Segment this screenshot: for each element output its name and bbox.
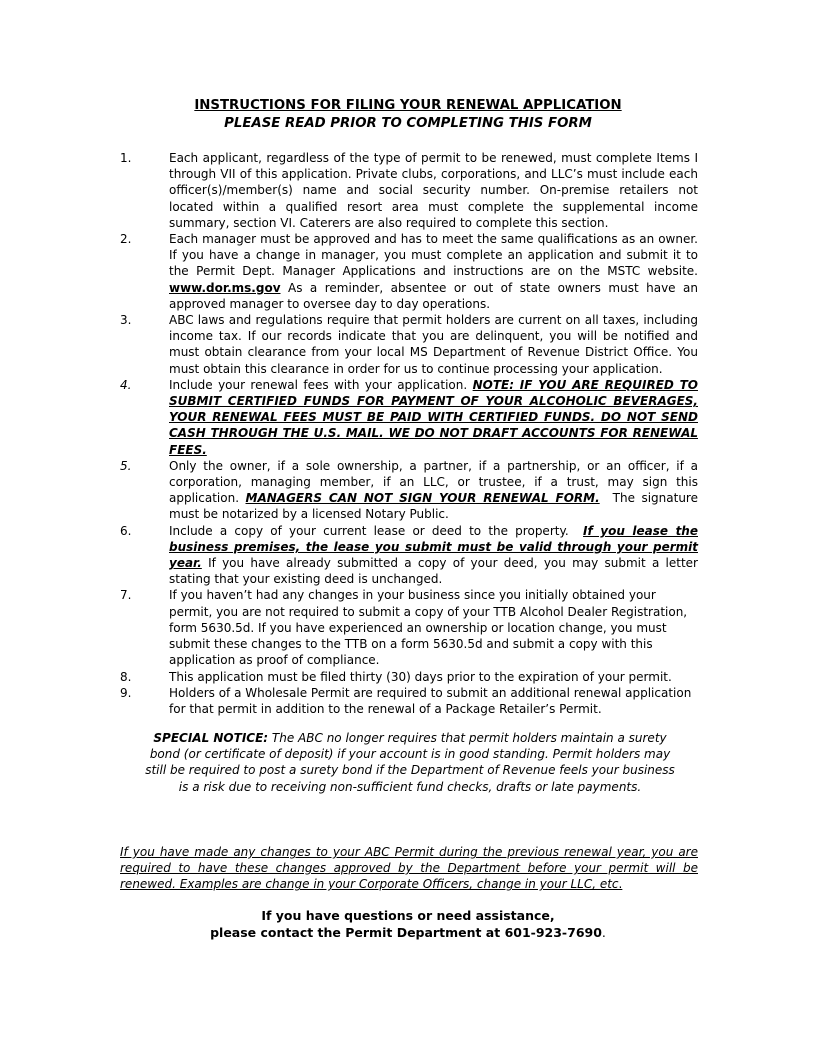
page-title-text: INSTRUCTIONS FOR FILING YOUR RENEWAL APPLICATION xyxy=(194,98,622,113)
special-notice xyxy=(140,730,680,795)
special-notice-text: The ABC no longer requires that permit holders maintain a surety bond (or certificate of deposit) if your account is in good standing. Permit holders may still be required to post a surety bond if the Department of Revenue feels your business is a risk due to receiving non-sufficient fund checks, drafts or late payments. xyxy=(145,731,675,794)
changes-period: . xyxy=(618,877,623,892)
item-text-part: Only the owner, if a sole ownership, a partner, if a partnership, or an officer, if a corporation, managing member, if an LLC, or trustee, if a trust, may sign this application. xyxy=(169,458,698,506)
list-item xyxy=(120,458,698,523)
managers-warning: MANAGERS CAN NOT SIGN YOUR RENEWAL FORM. xyxy=(245,491,600,506)
list-item xyxy=(120,685,698,717)
list-item xyxy=(120,231,698,312)
item-text: Holders of a Wholesale Permit are required to submit an additional renewal application for that permit in addition to the renewal of a Package Retailer’s Permit. xyxy=(169,685,692,716)
item-text-part: The signature must be notarized by a licensed Notary Public. xyxy=(169,491,698,522)
item-number: 5. xyxy=(120,458,132,473)
website-link[interactable]: www.dor.ms.gov xyxy=(169,280,281,295)
item-text-part: Each manager must be approved and has to meet the same qualifications as an owner. If you have a change in manager, you must complete an application and submit it to the Permit Dept. Manager Applications and instructions are on the MSTC website. xyxy=(169,232,698,279)
changes-notice-text: If you have made any changes to your ABC Permit during the previous renewal year, you are required to have these changes approved by the Department before your permit will be renewed. Examples are change in your Corporate Officers, change in your LLC, etc xyxy=(120,845,698,892)
contact-line-2 xyxy=(0,924,816,941)
item-number: 7. xyxy=(120,588,132,603)
item-number: 3. xyxy=(120,313,132,328)
item-text xyxy=(169,523,698,588)
item-number: 8. xyxy=(120,669,132,684)
changes-notice xyxy=(120,844,698,893)
page-subtitle: PLEASE READ PRIOR TO COMPLETING THIS FORM xyxy=(224,116,592,131)
contact-line-1: If you have questions or need assistance, xyxy=(261,908,555,923)
item-text-part: If you have already submitted a copy of your deed, you may submit a letter stating that your existing deed is unchanged. xyxy=(169,556,698,587)
item-text xyxy=(169,377,698,458)
list-item xyxy=(120,312,698,377)
list-item xyxy=(120,587,698,668)
item-text-part: Include a copy of your current lease or deed to the property. xyxy=(169,523,569,538)
contact-period: . xyxy=(601,925,606,940)
item-text-part: As a reminder, absentee or out of state owners must have an approved manager to oversee day to day operations. xyxy=(169,280,698,311)
item-text-part: Include your renewal fees with your application. xyxy=(169,377,468,392)
instruction-list xyxy=(120,150,698,717)
list-item xyxy=(120,150,698,231)
item-text: Each applicant, regardless of the type of permit to be renewed, must complete Items I through VII of this application. Private clubs, corporations, and LLC’s must include each officer(s)/member(s) name and social security number. On-premise retailers not located within a qualified resort area must complete the supplemental income summary, section VI. Caterers are also required to complete this section. xyxy=(169,151,698,230)
contact-phone-text: please contact the Permit Department at 601-923-7690 xyxy=(210,925,602,940)
item-number: 4. xyxy=(120,377,132,392)
list-item xyxy=(120,523,698,588)
item-number: 1. xyxy=(120,151,132,165)
certified-funds-note: NOTE: IF YOU ARE REQUIRED TO SUBMIT CERTIFIED FUNDS FOR PAYMENT OF YOUR ALCOHOLIC BEVERAGES, YOUR RENEWAL FEES MUST BE PAID WITH CERTIFIED FUNDS. DO NOT SEND CASH THROUGH THE U.S. MAIL. WE DO NOT DRAFT ACCOUNTS FOR RENEWAL FEES. xyxy=(169,377,698,457)
item-number: 9. xyxy=(120,685,132,700)
item-text: If you haven’t had any changes in your business since you initially obtained your permit, you are not required to submit a copy of your TTB Alcohol Dealer Registration, form 5630.5d. If you have experienced an ownership or location change, you must submit these changes to the TTB on a form 5630.5d and submit a copy with this application as proof of compliance. xyxy=(169,588,688,668)
contact-info xyxy=(0,907,816,941)
item-number: 2. xyxy=(120,232,132,247)
item-text: ABC laws and regulations require that permit holders are current on all taxes, including income tax. If our records indicate that you are delinquent, you will be notified and must obtain clearance from your local MS Department of Revenue District Office. You must obtain this clearance in order for us to continue processing your application. xyxy=(169,313,698,376)
page-title xyxy=(0,98,816,113)
item-number: 6. xyxy=(120,523,132,538)
special-notice-label: SPECIAL NOTICE: xyxy=(153,731,269,745)
list-item xyxy=(120,377,698,458)
item-text xyxy=(169,458,698,523)
item-text: This application must be filed thirty (30) days prior to the expiration of your permit. xyxy=(169,669,672,684)
list-item xyxy=(120,669,698,685)
lease-requirement: If you lease the business premises, the lease you submit must be valid through your permit year. xyxy=(169,523,698,571)
item-text xyxy=(169,231,698,312)
